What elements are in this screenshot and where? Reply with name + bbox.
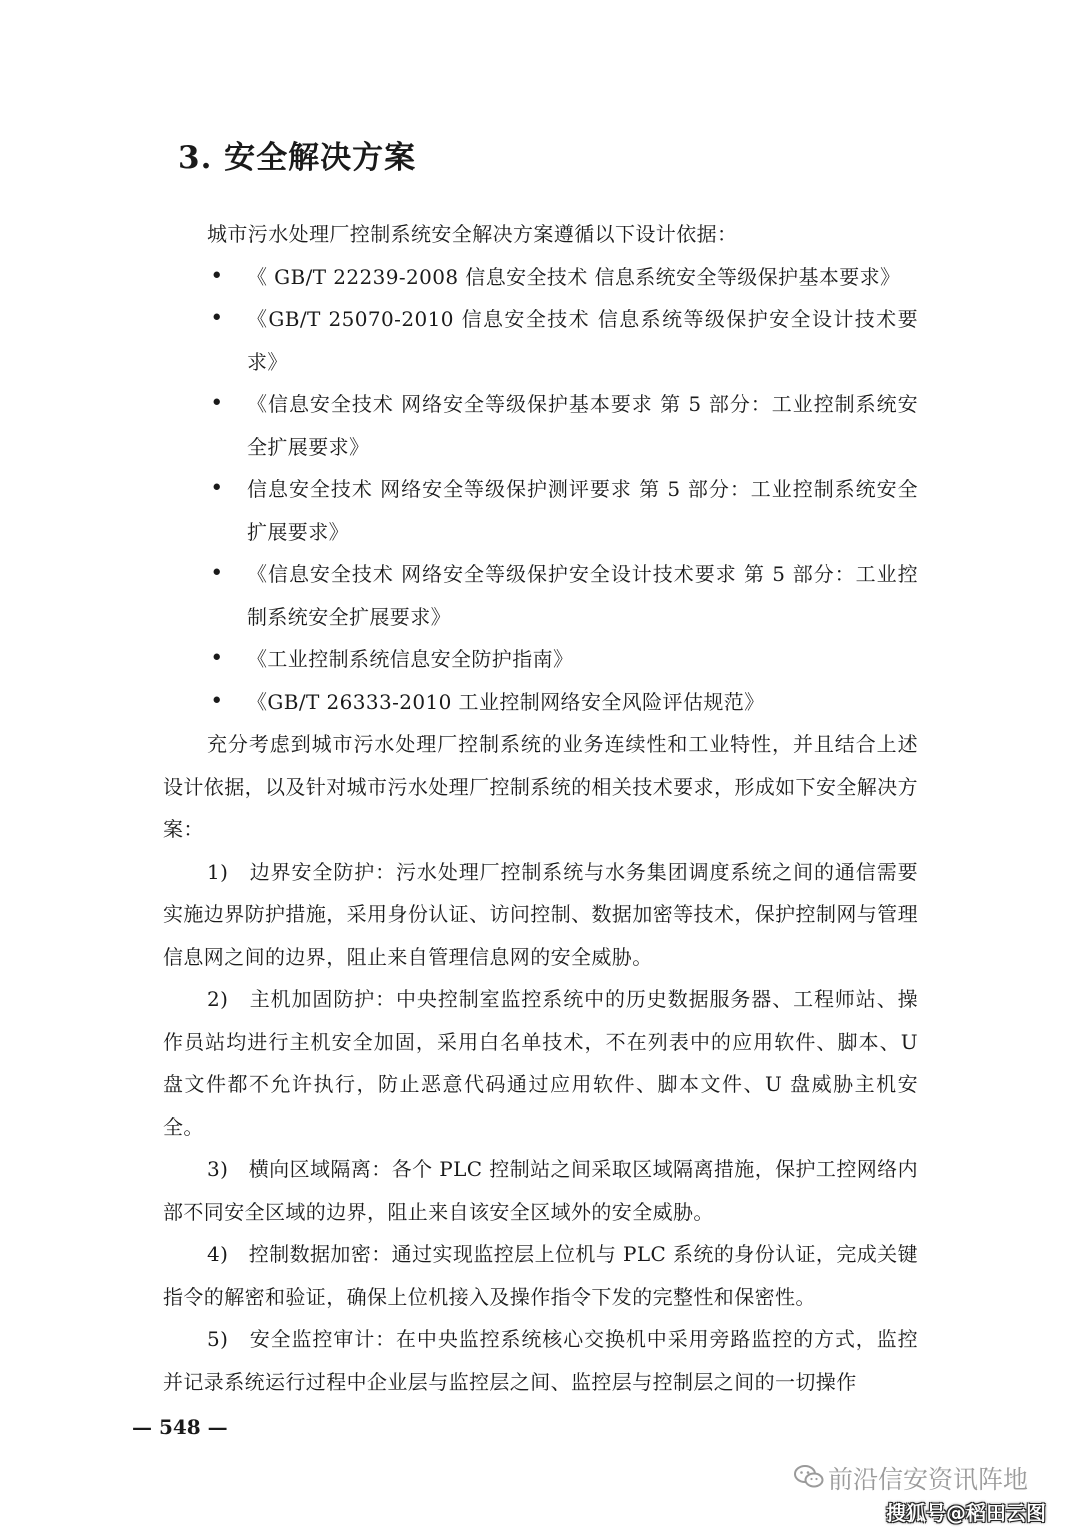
bullet-icon: • [210,263,224,289]
bullet-icon: • [210,306,224,331]
section-title: 3. 安全解决方案 [178,140,417,176]
bullet-icon: • [210,476,224,501]
intro-paragraph: 城市污水处理厂控制系统安全解决方案遵循以下设计依据： [207,222,738,246]
bullet-icon: • [210,646,224,671]
page-number: — 548 — [132,1415,228,1439]
solution-item-5: 5) 安全监控审计：在中央监控系统核心交换机中采用旁路监控的方式，监控并记录系统运行过程中企业层与监控层之间、监控层与控制层之间的一切操作 [163,1327,918,1394]
brand-name: 前沿信安资讯阵地 [828,1465,1029,1494]
solution-item-4: 4) 控制数据加密：通过实现监控层上位机与 PLC 系统的身份认证，完成关键指令的解密和验证，确保上位机接入及操作指令下发的完整性和保密性。 [163,1242,918,1309]
reference-text: 《工业控制系统信息安全防护指南》 [247,647,574,671]
reference-text: 《信息安全技术 网络安全等级保护基本要求 第 5 部分：工业控制系统安全扩展要求》 [247,392,918,459]
watermark: 搜狐号@稻田云图 [886,1501,1046,1525]
body-text [163,213,918,1403]
reference-text: 《GB/T 26333-2010 工业控制网络安全风险评估规范》 [247,689,765,714]
wechat-icon [794,1464,824,1498]
bullet-icon: • [210,391,224,416]
solution-item-1: 1) 边界安全防护：污水处理厂控制系统与水务集团调度系统之间的通信需要实施边界防护措施，采用身份认证、访问控制、数据加密等技术，保护控制网与管理信息网之间的边界，阻止来自管理信息网的安全威胁。 [163,859,918,969]
reference-item [163,638,918,681]
summary-paragraph: 充分考虑到城市污水处理厂控制系统的业务连续性和工业特性，并且结合上述设计依据，以及针对城市污水处理厂控制系统的相关技术要求，形成如下安全解决方案： [163,732,918,841]
bullet-icon: • [210,561,224,586]
reference-item [163,298,918,383]
reference-item [163,383,918,468]
reference-item [163,468,918,553]
reference-text: 信息安全技术 网络安全等级保护测评要求 第 5 部分：工业控制系统安全扩展要求》 [247,477,918,544]
reference-text: 《信息安全技术 网络安全等级保护安全设计技术要求 第 5 部分：工业控制系统安全扩展要求》 [247,562,918,629]
reference-list [163,256,918,724]
footer-brand [794,1464,1028,1498]
reference-item [163,256,918,299]
reference-item [163,553,918,638]
reference-text: 《 GB/T 22239-2008 信息安全技术 信息系统安全等级保护基本要求》 [247,264,901,289]
solution-item-3: 3) 横向区域隔离：各个 PLC 控制站之间采取区域隔离措施，保护工控网络内部不同安全区域的边界，阻止来自该安全区域外的安全威胁。 [163,1157,918,1224]
reference-item [163,681,918,724]
reference-text: 《GB/T 25070-2010 信息安全技术 信息系统等级保护安全设计技术要求》 [247,307,918,374]
bullet-icon: • [210,688,224,714]
solution-item-2: 2) 主机加固防护：中央控制室监控系统中的历史数据服务器、工程师站、操作员站均进行主机安全加固，采用白名单技术，不在列表中的应用软件、脚本、U 盘文件都不允许执行，防止恶意代码通过应用软件、脚本文件、U 盘威胁主机安全。 [163,987,918,1139]
